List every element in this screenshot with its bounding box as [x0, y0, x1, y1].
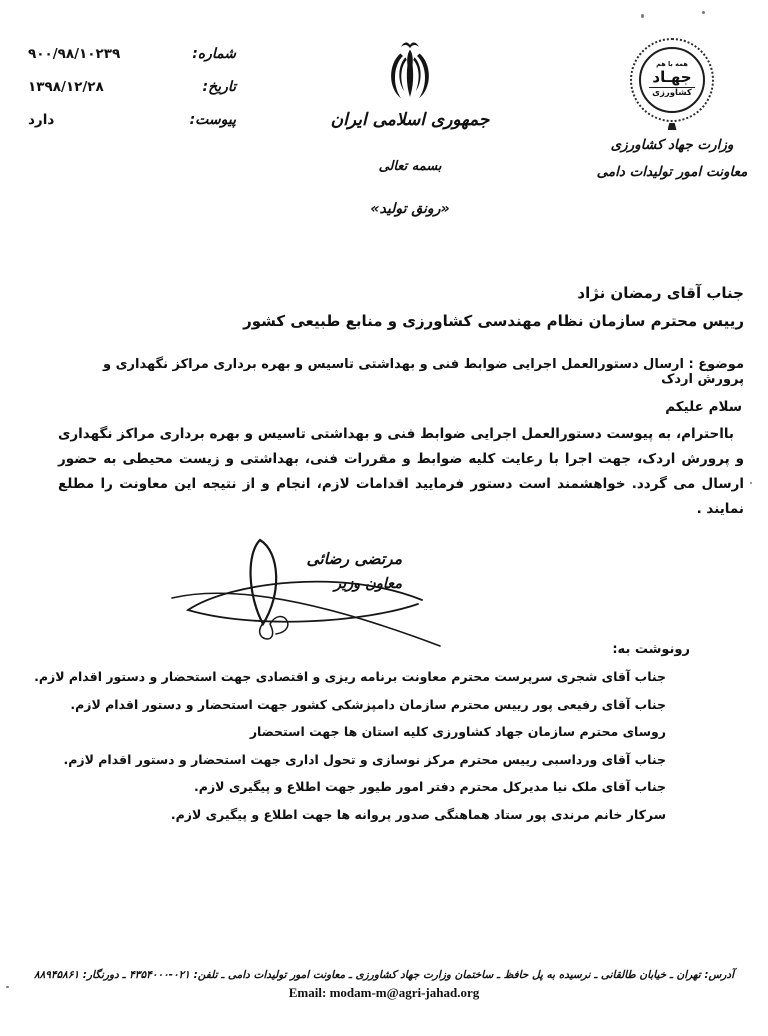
cc-item: جناب آقای شجری سرپرست محترم معاونت برنامه ریزی و اقتصادی جهت استحضار و دستور اقدام لازم.: [34, 669, 666, 684]
footer-block: [0, 969, 768, 1001]
cc-item: جناب آقای ورداسبی رییس محترم مرکز نوسازی و تحول اداری جهت استحضار و دستور اقدام لازم.: [63, 751, 666, 767]
recipient-block: [58, 284, 744, 330]
letter-body: بااحترام، به پیوست دستورالعمل اجرایی ضوابط فنی و بهداشتی تاسیس و بهره برداری مراکز نگهداری و پرورش اردک، جهت اجرا با رعایت کلیه ضوابط و مقررات فنی، بهداشتی و زیست محیطی به حضور ارسال می گردد. خواهشمند است دستور فرمایید اقدامات لازم، انجام و از نتیجه این معاونت را مطلع نمایند .: [58, 426, 744, 517]
letter-number-row: [28, 46, 236, 62]
signer-name: مرتضی رضائی: [306, 550, 402, 568]
scan-speck: [750, 482, 752, 484]
footer-email: Email: modam-m@agri-jahad.org: [288, 985, 480, 1000]
letter-date-label: تاریخ:: [202, 79, 236, 95]
logo-motto: همه با هم: [656, 60, 688, 69]
cc-item: جناب آقای ملک نیا مدیرکل محترم دفتر امور طیور جهت اطلاع و پیگیری لازم.: [194, 779, 666, 794]
recipient-title: رییس محترم سازمان نظام مهندسی کشاورزی و منابع طبیعی کشور: [243, 312, 744, 330]
recipient-name: جناب آقای رمضان نژاد: [577, 284, 744, 302]
cc-item: جناب آقای رفیعی پور رییس محترم سازمان دامپزشکی کشور جهت استحضار و دستور اقدام لازم.: [70, 696, 666, 712]
iran-emblem-icon: [378, 36, 442, 108]
scan-speck: [702, 11, 705, 14]
signature-block: [168, 536, 454, 654]
letter-date-value: ۱۳۹۸/۱۲/۲۸: [28, 79, 104, 95]
cc-item: روسای محترم سازمان جهاد کشاورزی کلیه استان ها جهت استحضار: [249, 724, 666, 739]
letter-attachment-value: دارد: [28, 112, 55, 128]
scan-speck: [641, 14, 644, 18]
ministry-name: وزارت جهاد کشاورزی: [610, 137, 734, 153]
letter-number-value: ۹۰۰/۹۸/۱۰۲۳۹: [28, 46, 121, 62]
year-slogan: «رونق تولید»: [370, 201, 450, 217]
cc-list: [34, 663, 666, 828]
besmellah-line: بسمه تعالی: [378, 159, 442, 174]
jihad-logo-inner: [639, 47, 705, 113]
letter-date-row: [28, 79, 236, 95]
center-header: [300, 36, 520, 217]
footer-address: آدرس: تهران ـ خیابان طالقانی ـ نرسیده به پل حافظ ـ ساختمان وزارت جهاد کشاورزی ـ معاونت امور تولیدات دامی ـ تلفن: ۰۲۱-۴۳۵۴۰۰۰ ـ دورنگار: ۸۸۹۴۵۸۶۱: [33, 969, 735, 981]
letter-meta-block: [28, 46, 236, 145]
ministry-header: [586, 36, 758, 180]
letter-number-label: شماره:: [192, 46, 236, 62]
salutation: سلام علیکم: [665, 399, 742, 415]
deputy-name: معاونت امور تولیدات دامی: [596, 164, 748, 180]
scan-speck: [6, 986, 9, 988]
cc-item: سرکار خانم مرندی پور ستاد هماهنگی صدور پروانه ها جهت اطلاع و پیگیری لازم.: [170, 806, 666, 822]
letter-attachment-label: پیوست:: [189, 112, 236, 128]
cc-heading: رونوشت به:: [612, 642, 690, 657]
letter-attachment-row: [28, 112, 236, 128]
jihad-agriculture-logo: [630, 38, 714, 122]
logo-sub-word: کشاورزی: [652, 87, 692, 98]
subject-line: موضوع : ارسال دستورالعمل اجرایی ضوابط فنی و بهداشتی تاسیس و بهره برداری مراکز نگهداری و پرورش اردک: [103, 357, 744, 387]
country-name: جمهوری اسلامی ایران: [330, 110, 490, 130]
logo-base-mark: [668, 123, 677, 130]
signer-title: معاون وزیر: [334, 576, 402, 592]
signer-identity: [306, 550, 402, 592]
logo-main-word: جهـاد: [649, 69, 694, 88]
